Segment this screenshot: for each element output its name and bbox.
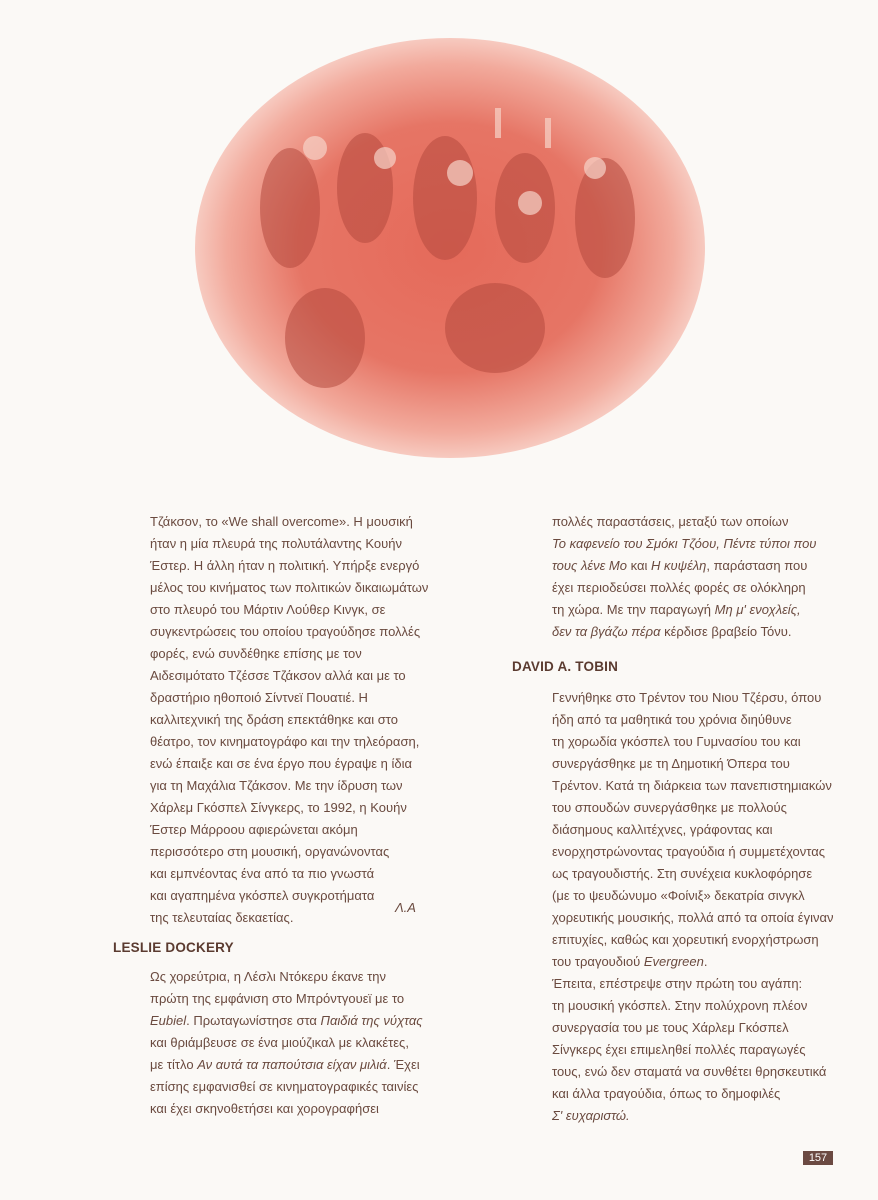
tobin-text xyxy=(552,687,834,1127)
text-line: Έστερ. Η άλλη ήταν η πολιτική. Υπήρξε ενεργό xyxy=(150,558,420,573)
text-line: περισσότερο στη μουσική, οργανώνοντας xyxy=(150,844,390,859)
text-line: θέατρο, τον κινηματογράφο και την τηλεόραση, xyxy=(150,734,420,749)
text-line: επίσης εμφανισθεί σε κινηματογραφικές ταινίες xyxy=(150,1079,419,1094)
left-column-text xyxy=(150,511,430,929)
text-line: μέλος του κινήματος των πολιτικών δικαιωμάτων xyxy=(150,580,429,595)
choir-silhouettes xyxy=(195,38,705,458)
text-line: και έχει σκηνοθετήσει και χορογραφήσει xyxy=(150,1101,379,1116)
text-line: Το καφενείο του Σμόκι Τζόου, Πέντε τύποι που xyxy=(552,536,817,551)
text-line: τη χώρα. Με την παραγωγή Μη μ' ενοχλείς, xyxy=(552,602,801,617)
page-number: 157 xyxy=(803,1151,833,1165)
text-line: τους λένε Μο και Η κυψέλη, παράσταση που xyxy=(552,558,808,573)
text-line: πρώτη της εμφάνιση στο Μπρόντγουεϊ με το xyxy=(150,991,405,1006)
text-line: του τραγουδιού Evergreen. xyxy=(552,954,708,969)
text-line: για τη Μαχάλια Τζάκσον. Με την ίδρυση των xyxy=(150,778,403,793)
text-line: δραστήριο ηθοποιό Σίντνεϊ Πουατιέ. Η xyxy=(150,690,368,705)
text-line: και άλλα τραγούδια, όπως το δημοφιλές xyxy=(552,1086,781,1101)
right-column-top xyxy=(552,511,822,643)
text-line: συγκεντρώσεις του οποίου τραγούδησε πολλές xyxy=(150,624,421,639)
text-line: Χάρλεμ Γκόσπελ Σίνγκερς, το 1992, η Κουήν xyxy=(150,800,407,815)
text-line: ως τραγουδιστής. Στη συνέχεια κυκλοφόρησε xyxy=(552,866,813,881)
text-line: και αγαπημένα γκόσπελ συγκροτήματα xyxy=(150,888,375,903)
text-line: τη χορωδία γκόσπελ του Γυμνασίου του και xyxy=(552,734,801,749)
text-line: Eubiel. Πρωταγωνίστησε στα Παιδιά της νύχτας xyxy=(150,1013,423,1028)
text-line: συνεργάσθηκε με τη Δημοτική Όπερα του xyxy=(552,756,790,771)
text-line: Τζάκσον, το «We shall overcome». Η μουσική xyxy=(150,514,413,529)
text-line: ήδη από τα μαθητικά του χρόνια διηύθυνε xyxy=(552,712,792,727)
text-line: στο πλευρό του Μάρτιν Λούθερ Κινγκ, σε xyxy=(150,602,386,617)
text-line: πολλές παραστάσεις, μεταξύ των οποίων xyxy=(552,514,789,529)
text-line: (με το ψευδώνυμο «Φοίνιξ» δεκατρία σινγκλ xyxy=(552,888,805,903)
text-line: καλλιτεχνική της δράση επεκτάθηκε και στο xyxy=(150,712,398,727)
text-line: επιτυχίες, καθώς και χορευτική ενορχήστρωση xyxy=(552,932,819,947)
text-line: με τίτλο Αν αυτά τα παπούτσια είχαν μιλιά. Έχει xyxy=(150,1057,420,1072)
text-line: τους, ενώ δεν σταματά να συνθέτει θρησκευτικά xyxy=(552,1064,827,1079)
section-heading-leslie: LESLIE DOCKERY xyxy=(113,940,234,955)
text-line: Αιδεσιμότατο Τζέσσε Τζάκσον αλλά και με το xyxy=(150,668,406,683)
text-line: και θριάμβευσε σε ένα μιούζικαλ με κλακέτες, xyxy=(150,1035,409,1050)
text-line: Έπειτα, επέστρεψε στην πρώτη του αγάπη: xyxy=(552,976,803,991)
text-line: χορευτικής μουσικής, πολλά από τα οποία έγιναν xyxy=(552,910,834,925)
text-line: Γεννήθηκε στο Τρέντον του Νιου Τζέρσυ, όπου xyxy=(552,690,822,705)
concert-photo xyxy=(195,38,705,458)
text-line: ήταν η μία πλευρά της πολυτάλαντης Κουήν xyxy=(150,536,402,551)
text-line: της τελευταίας δεκαετίας. xyxy=(150,910,294,925)
text-line: Τρέντον. Κατά τη διάρκεια των πανεπιστημιακών xyxy=(552,778,832,793)
text-line: Ως χορεύτρια, η Λέσλι Ντόκερυ έκανε την xyxy=(150,969,386,984)
text-line: του σπουδών συνεργάσθηκε με πολλούς xyxy=(552,800,787,815)
text-line: τη μουσική γκόσπελ. Στην πολύχρονη πλέον xyxy=(552,998,808,1013)
section-heading-tobin: DAVID A. TOBIN xyxy=(512,659,619,674)
text-line: φορές, ενώ συνδέθηκε επίσης με τον xyxy=(150,646,362,661)
text-line: ενώ έπαιξε και σε ένα έργο που έγραψε η ίδια xyxy=(150,756,412,771)
text-line: δεν τα βγάζω πέρα κέρδισε βραβείο Τόνυ. xyxy=(552,624,792,639)
text-line: διάσημους καλλιτέχνες, γράφοντας και xyxy=(552,822,773,837)
text-line: Έστερ Μάρροου αφιερώνεται ακόμη xyxy=(150,822,358,837)
text-line: συνεργασία του με τους Χάρλεμ Γκόσπελ xyxy=(552,1020,789,1035)
text-line: έχει περιοδεύσει πολλές φορές σε ολόκληρη xyxy=(552,580,806,595)
leslie-text xyxy=(150,966,430,1120)
text-line: ενορχηστρώνοντας τραγούδια ή συμμετέχοντας xyxy=(552,844,826,859)
text-line: και εμπνέοντας ένα από τα πιο γνωστά xyxy=(150,866,375,881)
author-signature: Λ.Α xyxy=(395,900,416,915)
text-line: Σ' ευχαριστώ. xyxy=(552,1108,630,1123)
text-line: Σίνγκερς έχει επιμεληθεί πολλές παραγωγές xyxy=(552,1042,806,1057)
